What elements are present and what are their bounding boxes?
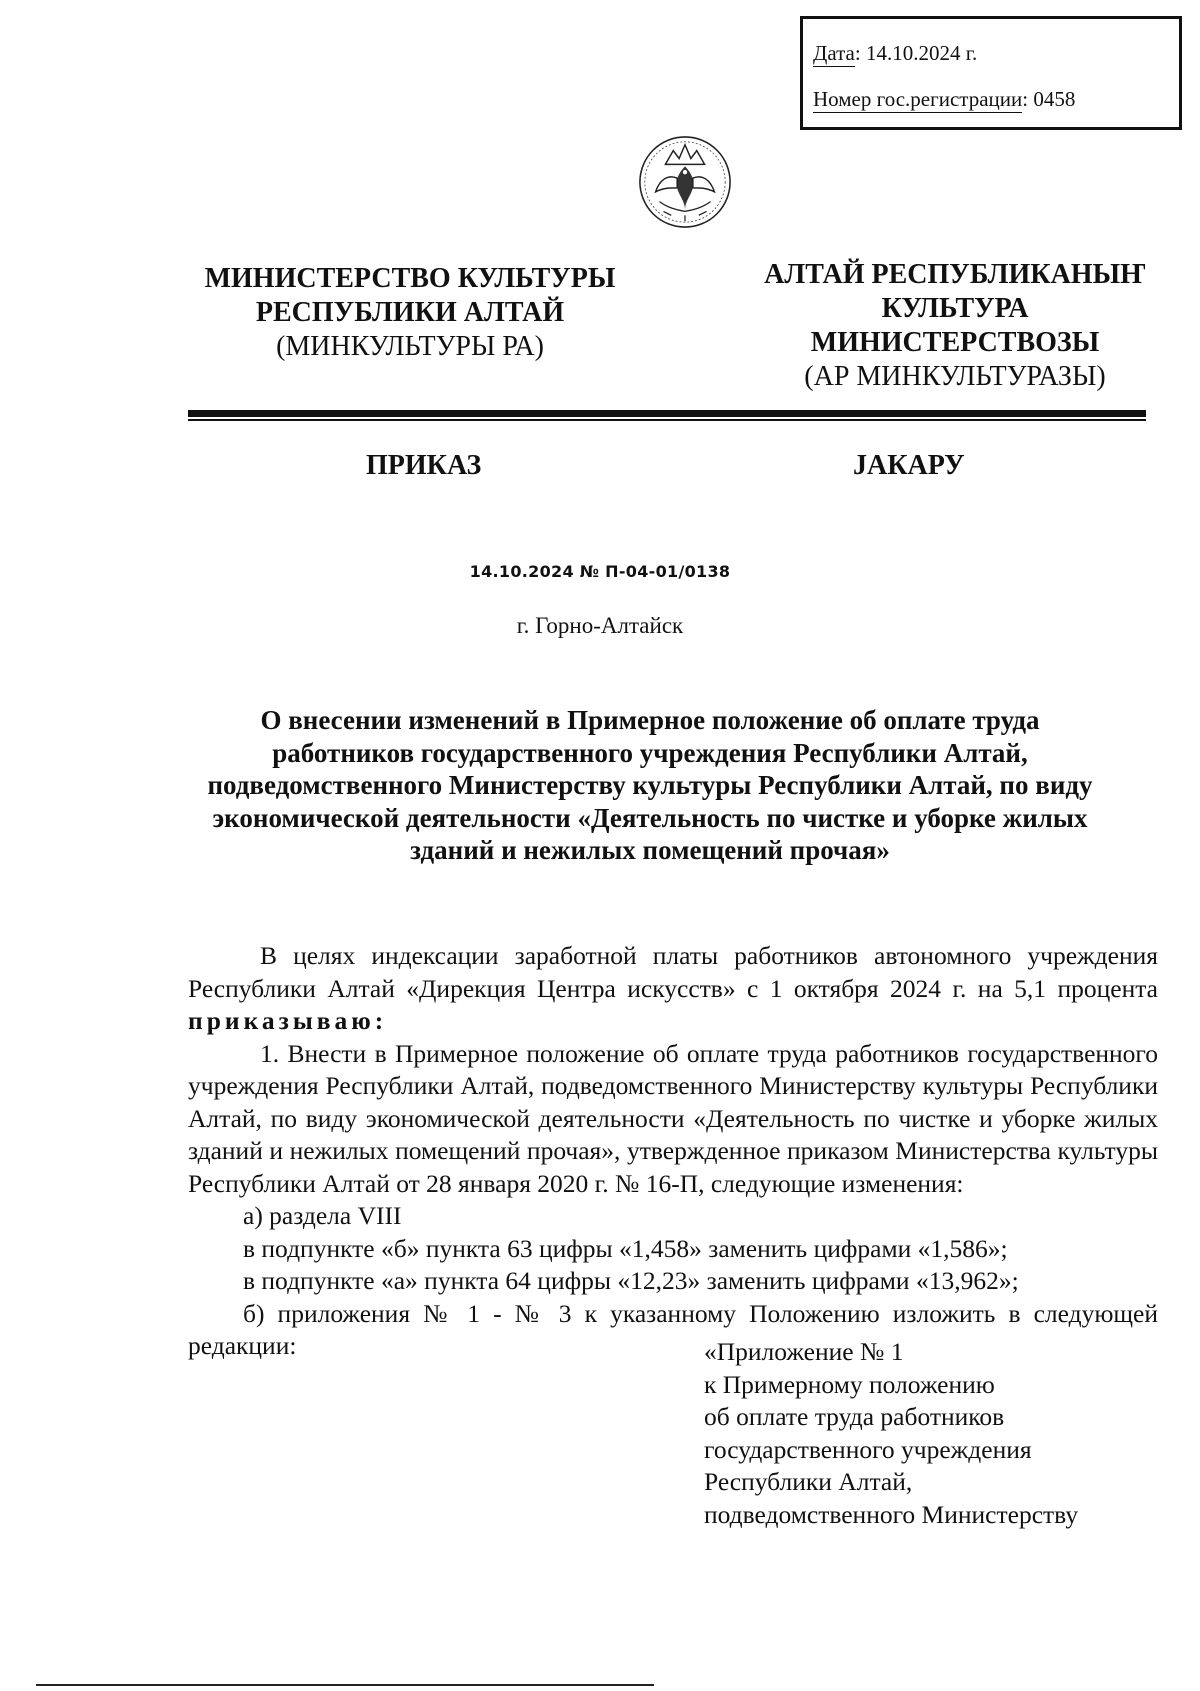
ministry-short-name: (МИНКУЛЬТУРЫ РА) <box>276 331 544 362</box>
body-subitem-b: б) приложения № 1 - № 3 к указанному Положению изложить в следующей редакции: <box>188 1298 1158 1360</box>
title-line: подведомственного Министерству культуры Республики Алтай, по виду <box>207 770 1093 800</box>
appendix-line: «Приложение № 1 <box>704 1337 904 1366</box>
title-line: зданий и нежилых помещений прочая» <box>410 835 890 865</box>
body-change-63: в подпункте «б» пункта 63 цифры «1,458» заменить цифрами «1,586»; <box>243 1233 1008 1263</box>
appendix-line: Республики Алтай, <box>704 1467 913 1496</box>
header-divider-thick <box>188 410 1146 417</box>
body-subitem-a: а) раздела VIII <box>243 1201 402 1230</box>
registration-number <box>813 87 1075 112</box>
appendix-line: подведомственного Министерству <box>704 1499 1079 1529</box>
registration-date-label: Дата <box>813 41 855 65</box>
order-directive: приказываю: <box>188 1006 388 1035</box>
registration-date-value: : 14.10.2024 г. <box>854 41 978 65</box>
document-title <box>190 704 1110 867</box>
ministry-name-line2: РЕСПУБЛИКИ АЛТАЙ <box>255 297 565 328</box>
header-divider-thin <box>188 419 1146 421</box>
coat-of-arms-emblem-icon <box>636 133 734 231</box>
document-body <box>188 940 1158 1363</box>
appendix-line: к Примерному положению <box>704 1369 995 1399</box>
preamble-text: В целях индексации заработной платы работников автономного учреждения Республики Алтай «Дирекция Центра искусств» с 1 октября 2024 г. на 5,1 процента <box>188 941 1158 1003</box>
registration-box <box>800 16 1182 130</box>
ministry-name-line1: МИНИСТЕРСТВО КУЛЬТУРЫ <box>204 263 616 294</box>
ministry-header-russian <box>170 262 650 364</box>
order-word-russian: ПРИКАЗ <box>366 450 482 481</box>
registration-number-label: Номер гос.регистрации <box>813 87 1023 111</box>
ministry-altai-short-name: (АР МИНКУЛЬТУРАЗЫ) <box>804 361 1106 392</box>
registration-number-value: : 0458 <box>1022 87 1076 111</box>
body-paragraph-preamble <box>188 940 1158 1038</box>
ministry-altai-line3: МИНИСТЕРСТВОЗЫ <box>810 327 1100 358</box>
registration-date <box>813 41 977 66</box>
appendix-line: об оплате труда работников <box>704 1402 1005 1431</box>
appendix-line: государственного учреждения <box>704 1434 1032 1464</box>
order-number: 14.10.2024 № П-04-01/0138 <box>469 562 731 581</box>
title-line: работников государственного учреждения Республики Алтай, <box>272 737 1028 768</box>
order-city: г. Горно-Алтайск <box>516 613 684 638</box>
ministry-altai-line2: КУЛЬТУРА <box>881 293 1029 324</box>
footnote-divider <box>36 1684 654 1686</box>
body-paragraph-item-1: 1. Внести в Примерное положение об оплате труда работников государственного учреждения Республики Алтай, подведомственного Министерству культуры Республики Алтай, по виду экономической деятельности «Деятельность по чистке и уборке жилых зданий и нежилых помещений прочая», утвержденное приказом Министерства культуры Республики Алтай от 28 января 2020 г. № 16-П, следующие изменения: <box>188 1038 1158 1198</box>
appendix-heading <box>704 1336 1164 1531</box>
title-line: экономической деятельности «Деятельность по чистке и уборке жилых <box>212 802 1088 833</box>
ministry-header-altai <box>745 258 1165 394</box>
ministry-altai-line1: АЛТАЙ РЕСПУБЛИКАНЫҤ <box>764 259 1146 290</box>
title-line: О внесении изменений в Примерное положение об оплате труда <box>260 705 1040 735</box>
body-change-64: в подпункте «а» пункта 64 цифры «12,23» заменить цифрами «13,962»; <box>243 1266 1019 1295</box>
order-word-altai: ЈАКАРУ <box>853 450 965 481</box>
